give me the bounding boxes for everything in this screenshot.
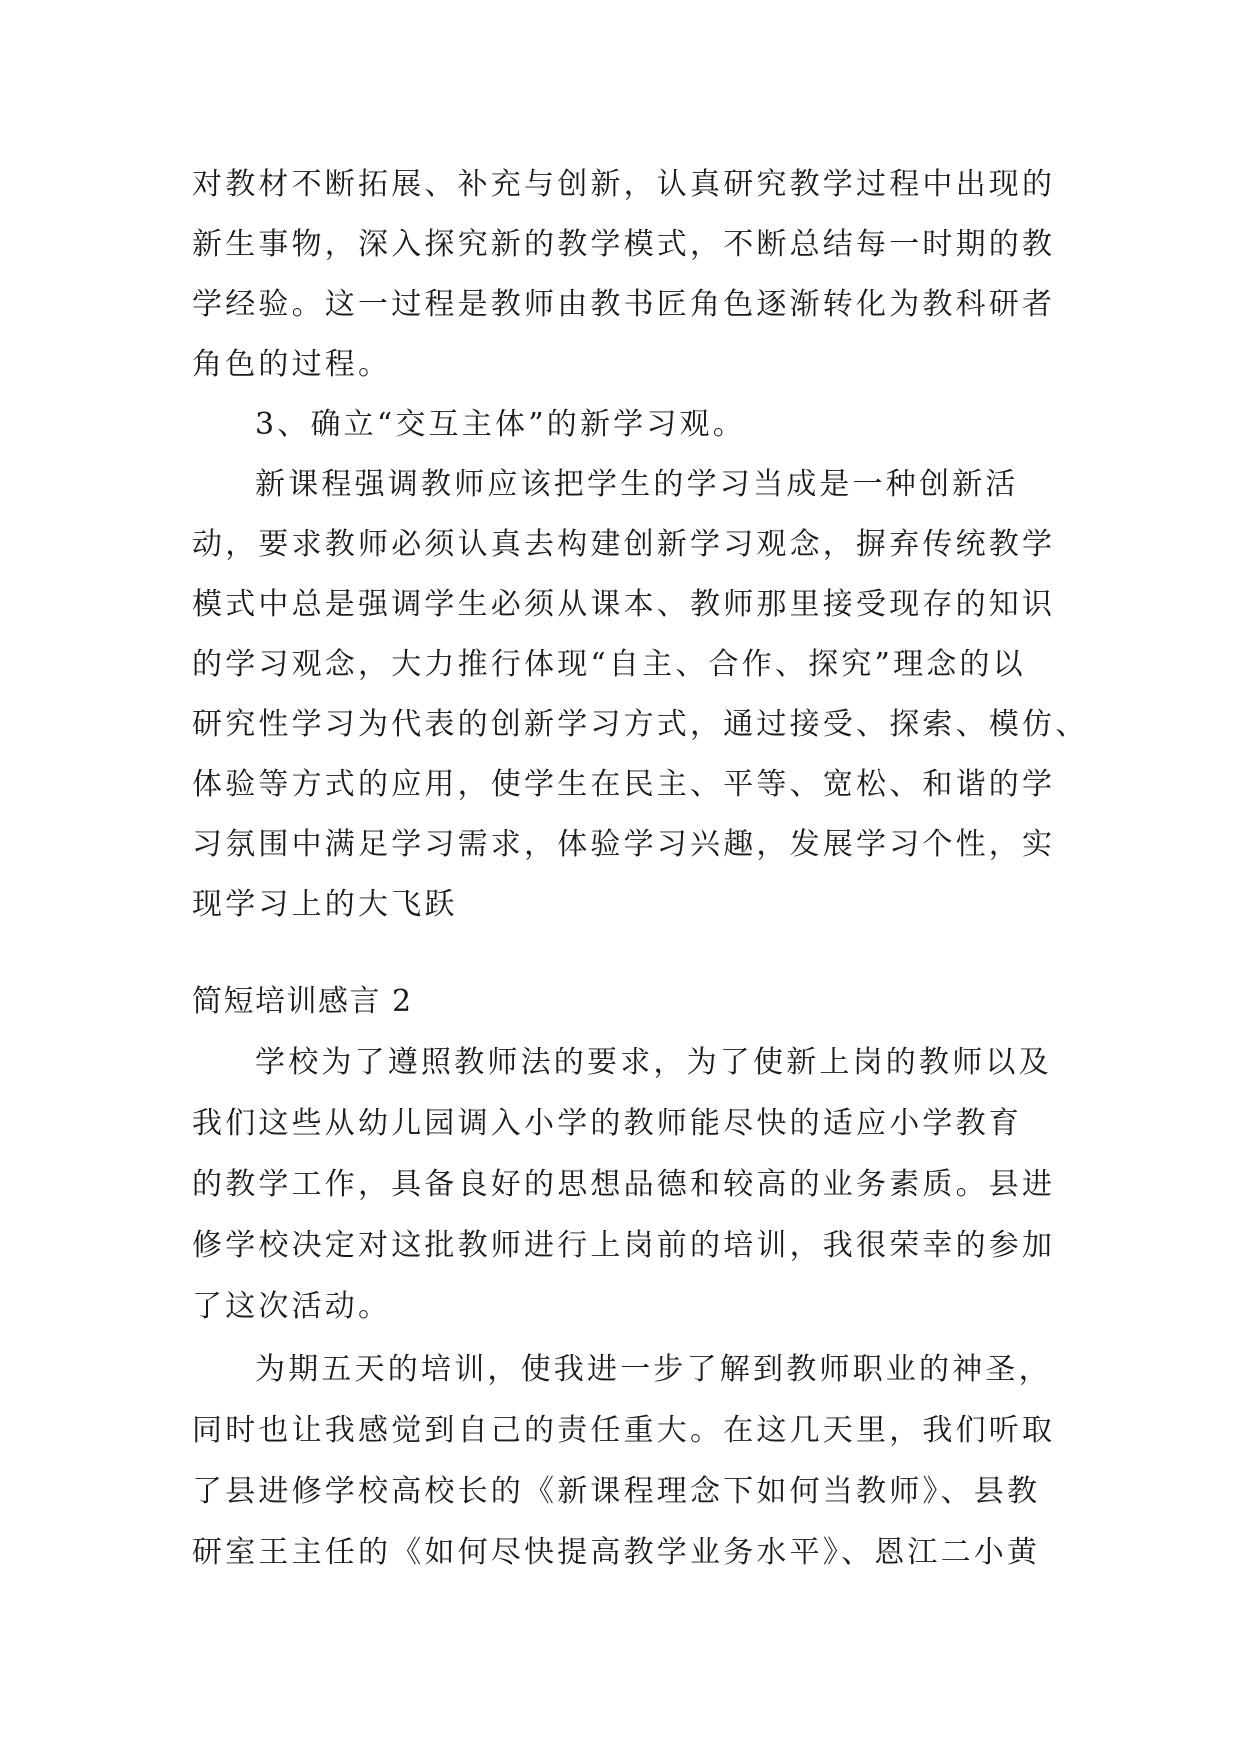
paragraph-line: 同时也让我感觉到自己的责任重大。在这几天里，我们听取 (192, 1413, 1056, 1448)
paragraph-line: 了这次活动。 (192, 1289, 392, 1324)
paragraph-line: 学校为了遵照教师法的要求，为了使新上岗的教师以及 (255, 1045, 1052, 1080)
paragraph-line: 研室王主任的《如何尽快提高教学业务水平》、恩江二小黄 (192, 1535, 1041, 1570)
paragraph-line: 的学习观念，大力推行体现“自主、合作、探究”理念的以 (192, 647, 1026, 682)
paragraph-line: 我们这些从幼儿园调入小学的教师能尽快的适应小学教育 (192, 1106, 1022, 1141)
paragraph-line: 为期五天的培训，使我进一步了解到教师职业的神圣， (255, 1352, 1052, 1387)
paragraph-line: 修学校决定对这批教师进行上岗前的培训，我很荣幸的参加 (192, 1228, 1056, 1263)
paragraph-line: 研究性学习为代表的创新学习方式，通过接受、探索、模仿、 (192, 707, 1089, 742)
paragraph-line: 对教材不断拓展、补充与创新，认真研究教学过程中出现的 (192, 167, 1056, 202)
paragraph-line: 习氛围中满足学习需求，体验学习兴趣，发展学习个性，实 (192, 827, 1056, 862)
paragraph-line: 动，要求教师必须认真去构建创新学习观念，摒弃传统教学 (192, 527, 1056, 562)
paragraph-line: 模式中总是强调学生必须从课本、教师那里接受现存的知识 (192, 587, 1056, 622)
paragraph-line: 新课程强调教师应该把学生的学习当成是一种创新活 (255, 467, 1019, 502)
paragraph-line: 的教学工作，具备良好的思想品德和较高的业务素质。县进 (192, 1167, 1056, 1202)
paragraph-line: 体验等方式的应用，使学生在民主、平等、宽松、和谐的学 (192, 767, 1056, 802)
paragraph-line: 学经验。这一过程是教师由教书匠角色逐渐转化为教科研者 (192, 287, 1056, 322)
section-heading: 3、确立“交互主体”的新学习观。 (255, 407, 746, 442)
paragraph-line: 了县进修学校高校长的《新课程理念下如何当教师》、县教 (192, 1474, 1041, 1509)
paragraph-line: 角色的过程。 (192, 347, 392, 382)
paragraph-line: 新生事物，深入探究新的教学模式，不断总结每一时期的教 (192, 227, 1056, 262)
paragraph-line: 现学习上的大飞跃 (192, 887, 458, 922)
article-title: 简短培训感言 2 (192, 984, 413, 1019)
